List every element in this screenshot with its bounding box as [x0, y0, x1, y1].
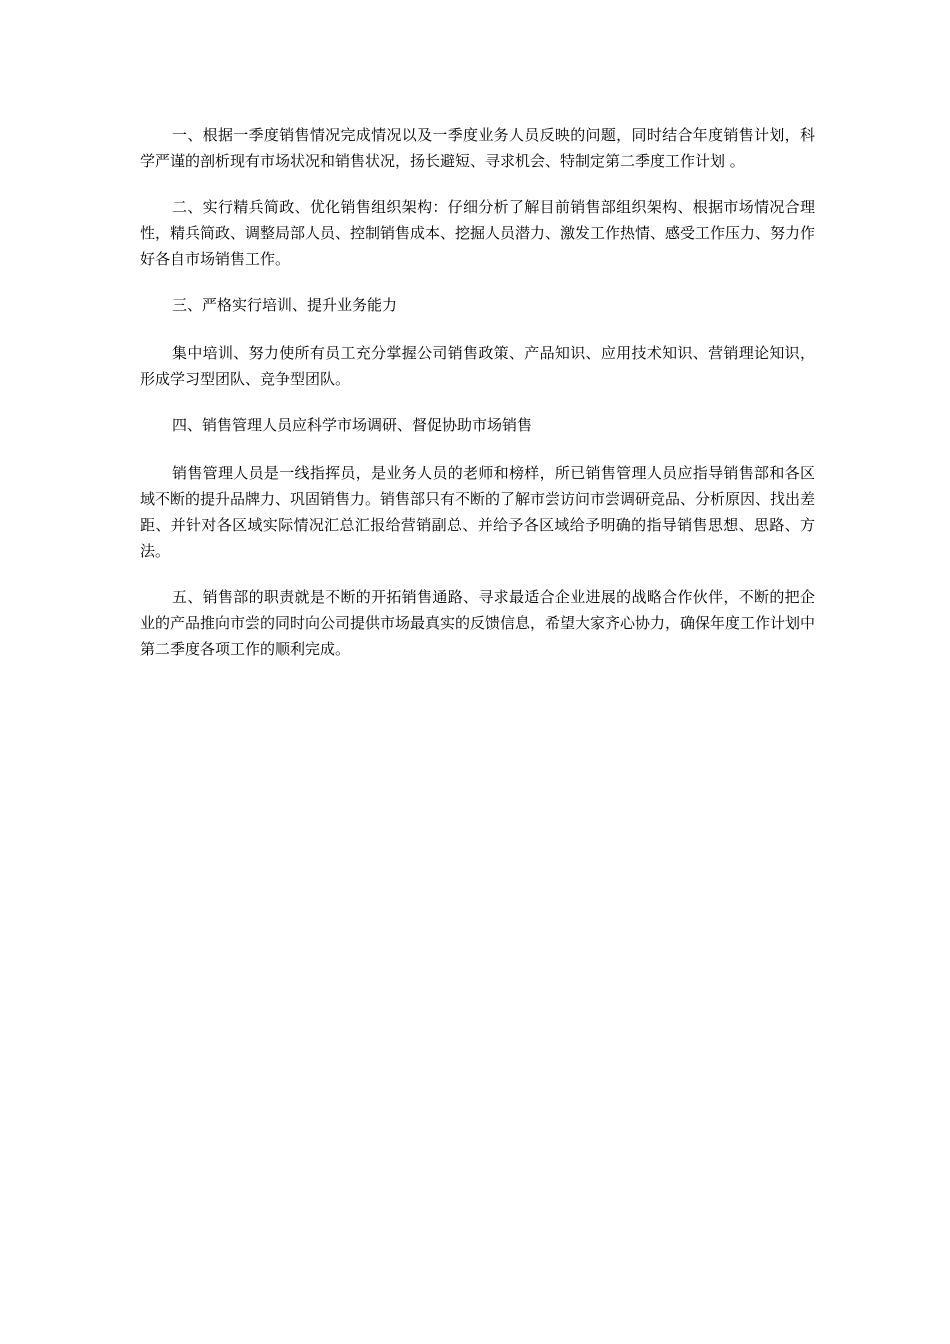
paragraph-5: 五、销售部的职责就是不断的开拓销售通路、寻求最适合企业进展的战略合作伙伴，不断的把企业的产品推向市尝的同时向公司提供市场最真实的反馈信息，希望大家齐心协力，确保年度工作计划中第二季度各项工作的顺利完成。 — [140, 588, 816, 658]
paragraph-2: 二、实行精兵简政、优化销售组织架构：仔细分析了解目前销售部组织架构、根据市场情况合理性，精兵简政、调整局部人员、控制销售成本、挖掘人员潜力、激发工作热情、感受工作压力、努力作好各自市场销售工作。 — [140, 198, 816, 268]
document-body — [140, 122, 815, 682]
section-heading-3: 三、严格实行培训、提升业务能力 — [172, 296, 398, 314]
paragraph-1: 一、根据一季度销售情况完成情况以及一季度业务人员反映的问题，同时结合年度销售计划，科学严谨的剖析现有市场状况和销售状况，扬长避短、寻求机会、特制定第二季度工作计划 。 — [140, 126, 815, 170]
section-heading-4: 四、销售管理人员应科学市场调研、督促协助市场销售 — [172, 416, 533, 434]
paragraph-4: 销售管理人员是一线指挥员，是业务人员的老师和榜样，所已销售管理人员应指导销售部和各区域不断的提升品牌力、巩固销售力。销售部只有不断的了解市尝访问市尝调研竞品、分析原因、找出差距、并针对各区域实际情况汇总汇报给营销副总、并给予各区域给予明确的指导销售思想、思路、方法。 — [140, 464, 816, 560]
paragraph-3: 集中培训、努力使所有员工充分掌握公司销售政策、产品知识、应用技术知识、营销理论知识，形成学习型团队、竞争型团队。 — [140, 344, 815, 388]
